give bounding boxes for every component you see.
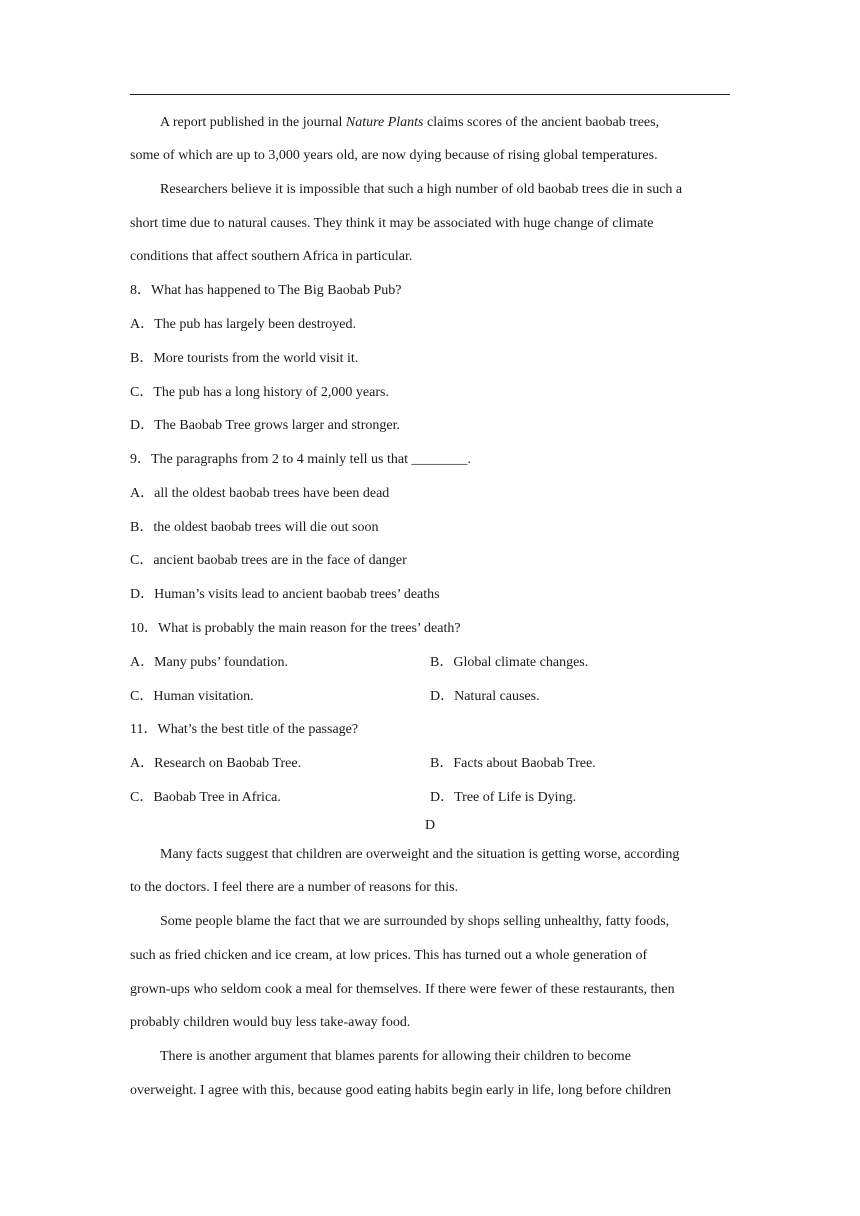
passage-d-p1-line2: to the doctors. I feel there are a number of reasons for this.	[130, 880, 459, 895]
passage-d-p2-line1: Some people blame the fact that we are surrounded by shops selling unhealthy, fatty foods,	[160, 914, 670, 929]
question-9-option-c: C．ancient baobab trees are in the face of danger	[130, 553, 407, 568]
text-run: A report published in the journal	[160, 115, 346, 130]
passage-c-p2-line3: conditions that affect southern Africa in particular.	[130, 249, 413, 264]
header-rule	[130, 94, 730, 95]
question-11-stem: 11．What’s the best title of the passage?	[130, 722, 359, 737]
journal-name: Nature Plants	[345, 115, 424, 130]
question-10-option-c: C．Human visitation.	[130, 689, 254, 704]
question-10-option-d: D．Natural causes.	[430, 689, 540, 704]
question-11-option-d: D．Tree of Life is Dying.	[430, 790, 577, 805]
question-10-option-b: B．Global climate changes.	[430, 655, 589, 670]
question-11-option-b: B．Facts about Baobab Tree.	[430, 756, 596, 771]
question-8-option-b: B．More tourists from the world visit it.	[130, 351, 359, 366]
question-10-stem: 10．What is probably the main reason for the trees’ death?	[130, 621, 461, 636]
question-9-option-d: D．Human’s visits lead to ancient baobab trees’ deaths	[130, 587, 440, 602]
question-8-option-c: C．The pub has a long history of 2,000 years.	[130, 385, 389, 400]
passage-d-p2-line3: grown-ups who seldom cook a meal for themselves. If there were fewer of these restaurants, then	[130, 982, 675, 997]
question-10-option-a: A．Many pubs’ foundation.	[130, 655, 288, 670]
question-9-option-b: B．the oldest baobab trees will die out soon	[130, 520, 379, 535]
passage-d-p2-line2: such as fried chicken and ice cream, at low prices. This has turned out a whole generation of	[130, 948, 648, 963]
section-d-heading: D	[424, 818, 436, 833]
question-11-option-c: C．Baobab Tree in Africa.	[130, 790, 281, 805]
passage-c-p2-line2: short time due to natural causes. They think it may be associated with huge change of climate	[130, 216, 654, 231]
question-9-option-a: A．all the oldest baobab trees have been dead	[130, 486, 390, 501]
question-8-stem: 8．What has happened to The Big Baobab Pub?	[130, 283, 402, 298]
passage-d-p2-line4: probably children would buy less take-away food.	[130, 1015, 411, 1030]
passage-c-p2-line1: Researchers believe it is impossible that such a high number of old baobab trees die in such a	[160, 182, 683, 197]
passage-c-p1-line1	[160, 114, 659, 132]
passage-d-p3-line2: overweight. I agree with this, because good eating habits begin early in life, long before children	[130, 1083, 672, 1098]
passage-d-p3-line1: There is another argument that blames parents for allowing their children to become	[160, 1049, 631, 1064]
question-8-option-a: A．The pub has largely been destroyed.	[130, 317, 357, 332]
passage-c-p1-line2: some of which are up to 3,000 years old, are now dying because of rising global temperatures.	[130, 148, 658, 163]
question-11-option-a: A．Research on Baobab Tree.	[130, 756, 302, 771]
question-8-option-d: D．The Baobab Tree grows larger and stronger.	[130, 418, 400, 433]
question-9-stem: 9．The paragraphs from 2 to 4 mainly tell us that ________.	[130, 452, 471, 467]
passage-d-p1-line1: Many facts suggest that children are overweight and the situation is getting worse, according	[160, 847, 680, 862]
text-run: claims scores of the ancient baobab trees,	[423, 115, 660, 130]
